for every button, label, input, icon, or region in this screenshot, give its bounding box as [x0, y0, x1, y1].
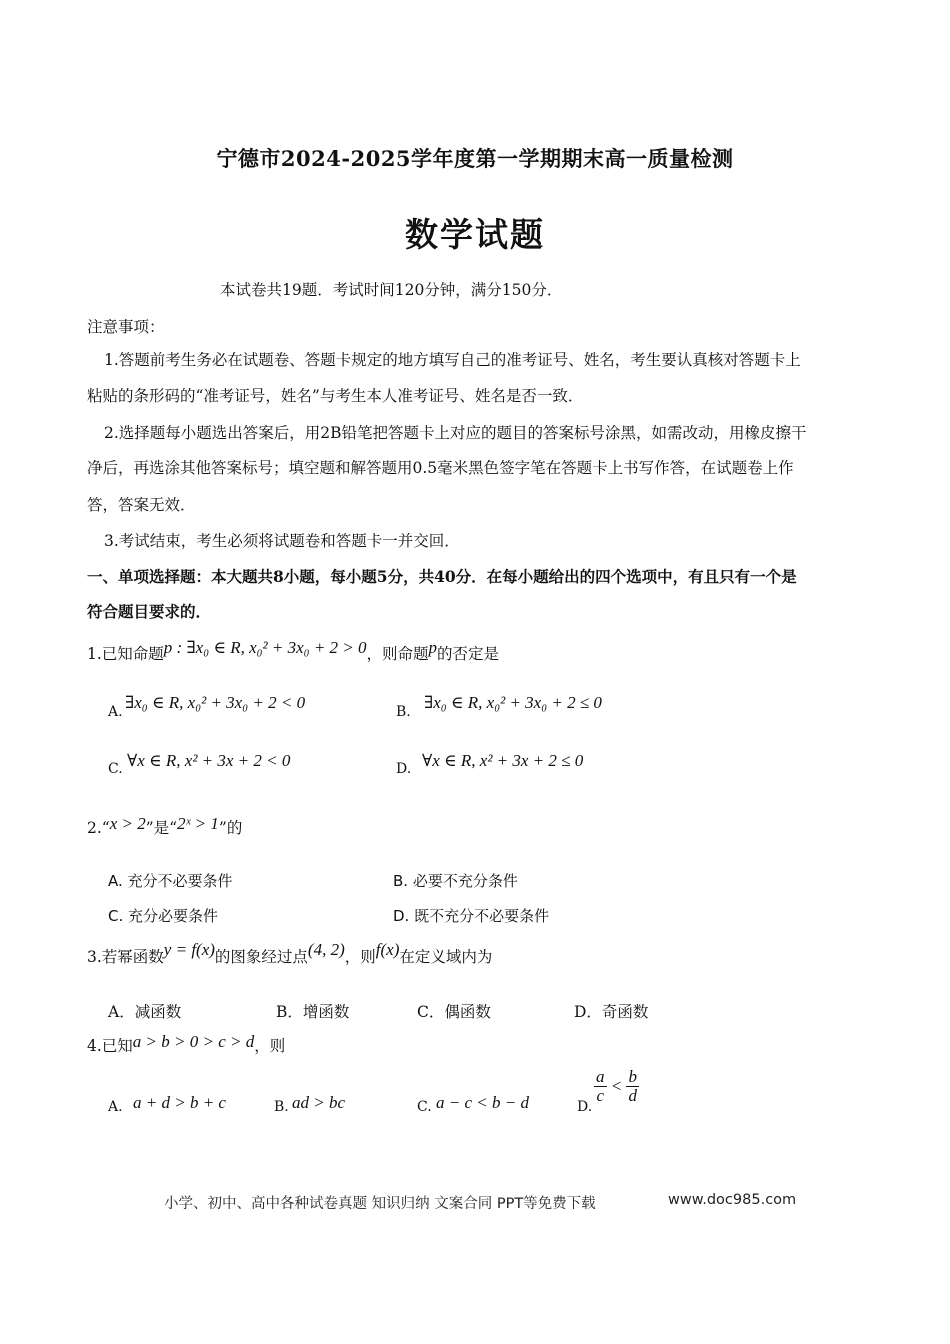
- note-2-line-3: 答，答案无效．: [87, 496, 196, 514]
- q4-option-c: a − c < b − d: [436, 1093, 529, 1112]
- q2-option-a: A. 充分不必要条件: [108, 872, 233, 890]
- q3-option-b: B．增函数: [276, 1003, 350, 1021]
- q2-option-d: D. 既不充分不必要条件: [393, 907, 550, 925]
- q2-condition-1: x > 2: [109, 814, 146, 833]
- q1-option-c: ∀x ∈ R, x² + 3x + 2 < 0: [127, 751, 291, 770]
- q4-option-b: ad > bc: [292, 1093, 346, 1112]
- q3-option-c: C．偶函数: [417, 1003, 491, 1021]
- q4-condition: a > b > 0 > c > d: [132, 1032, 255, 1051]
- footer-site-link[interactable]: www.doc985.com: [668, 1192, 797, 1208]
- question-2-stem: [87, 816, 242, 838]
- q3-option-d: D．奇函数: [574, 1003, 649, 1021]
- q2-suffix: ”的: [218, 819, 243, 837]
- q1-option-a: ∃x₀ ∈ R, x₀² + 3x₀ + 2 < 0: [125, 693, 306, 712]
- exam-title: 数学试题: [405, 215, 545, 254]
- q2-option-c: C. 充分必要条件: [108, 907, 219, 925]
- q4-d-fraction-2: $\frac{b}{d}$: [628, 1067, 637, 1105]
- q3-mid-2: ，则: [344, 948, 376, 966]
- q4-option-d-label: D.: [577, 1099, 593, 1115]
- q4-d-operator: <: [610, 1076, 623, 1096]
- note-2-line-1: 2.选择题每小题选出答案后，用2B铅笔把答题卡上对应的题目的答案标号涂黑，如需改动，用橡皮擦干: [104, 424, 807, 442]
- q4-suffix: ，则: [254, 1037, 286, 1055]
- q1-mid: ，则命题: [366, 645, 429, 663]
- q4-d-fraction-1: $\frac{a}{c}$: [596, 1067, 605, 1105]
- q3-point: (4, 2): [307, 940, 345, 959]
- note-2-line-2: 净后，再选涂其他答案标号；填空题和解答题用0.5毫米黑色签字笔在答题卡上书写作答，在试题卷上作: [87, 459, 794, 477]
- exam-subtitle: 宁德市2024-2025学年度第一学期期末高一质量检测: [216, 146, 734, 171]
- q4-option-a: a + d > b + c: [133, 1093, 226, 1112]
- q1-p-symbol: p: [428, 638, 438, 657]
- q4-option-a-label: A.: [108, 1099, 123, 1115]
- question-1-stem: [87, 638, 500, 664]
- footer-text: 小学、初中、高中各种试卷真题 知识归纳 文案合同 PPT等免费下载: [164, 1196, 596, 1212]
- q1-option-a-label: A.: [108, 704, 123, 720]
- q4-option-b-label: B.: [274, 1099, 289, 1115]
- q1-proposition: p : ∃x₀ ∈ R, x₀² + 3x₀ + 2 > 0: [163, 638, 367, 657]
- q3-option-a: A．减函数: [108, 1003, 182, 1021]
- notes-heading: 注意事项：: [87, 318, 165, 336]
- q1-option-d: ∀x ∈ R, x² + 3x + 2 ≤ 0: [422, 751, 584, 770]
- note-1-line-1: 1.答题前考生务必在试题卷、答题卡规定的地方填写自己的准考证号、姓名，考生要认真核对答题卡上: [104, 351, 801, 369]
- q2-mid: ”是“: [145, 819, 178, 837]
- q4-option-d: [594, 1068, 639, 1105]
- q2-prefix: 2.“: [87, 819, 110, 837]
- section-1-heading-line-1: 一、单项选择题：本大题共8小题，每小题5分，共40分．在每小题给出的四个选项中，有且只有一个是: [87, 567, 797, 586]
- note-1-line-2: 粘贴的条形码的“准考证号，姓名”与考生本人准考证号、姓名是否一致．: [87, 387, 584, 405]
- q2-condition-2: 2ˣ > 1: [177, 814, 219, 833]
- q1-option-c-label: C.: [108, 761, 123, 777]
- exam-info: 本试卷共19题．考试时间120分钟，满分150分．: [220, 281, 563, 299]
- q1-option-b-label: B.: [396, 704, 411, 720]
- q1-option-b: ∃x₀ ∈ R, x₀² + 3x₀ + 2 ≤ 0: [424, 693, 602, 712]
- q4-option-c-label: C.: [417, 1099, 432, 1115]
- q3-prefix: 3.若幂函数: [87, 948, 164, 966]
- question-3-stem: [87, 940, 493, 967]
- q3-fx: f(x): [375, 940, 400, 959]
- note-3: 3.考试结束，考生必须将试题卷和答题卡一并交回．: [104, 532, 460, 550]
- q3-mid-1: 的图象经过点: [214, 948, 308, 966]
- q1-prefix: 1.已知命题: [87, 645, 164, 663]
- section-1-heading-line-2: 符合题目要求的．: [87, 602, 212, 621]
- q2-option-b: B. 必要不充分条件: [393, 872, 518, 890]
- q4-prefix: 4.已知: [87, 1037, 133, 1055]
- question-4-stem: [87, 1034, 285, 1056]
- q3-suffix: 在定义域内为: [399, 948, 493, 966]
- q1-suffix: 的否定是: [437, 645, 500, 663]
- q1-option-d-label: D.: [396, 761, 412, 777]
- q3-function: y = f(x): [163, 940, 215, 959]
